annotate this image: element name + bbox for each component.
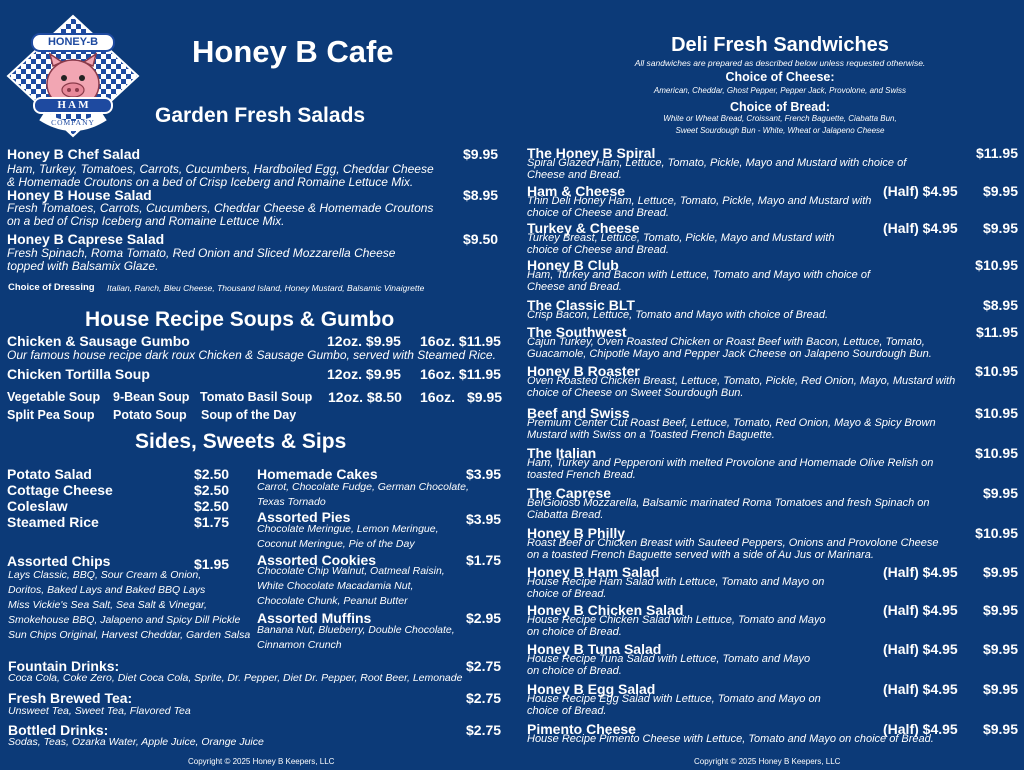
cakes-desc-line: Texas Tornado [257, 496, 326, 508]
chips-desc-line: Miss Vickie's Sea Salt, Sea Salt & Vinegar, [8, 599, 207, 611]
bread-list: Sweet Sourdough Bun - White, Wheat or Jalapeno Cheese [675, 126, 885, 135]
sandwich-desc: Crisp Bacon, Lettuce, Tomato and Mayo with choice of Bread. [527, 309, 829, 321]
sandwich-desc: Ciabatta Bread. [527, 509, 604, 521]
soup-price-16oz-label: 16oz. [420, 389, 456, 405]
sandwich-price: $8.95 [982, 297, 1018, 313]
sandwich-name: Honey B Roaster [527, 363, 640, 379]
soup-name: 9-Bean Soup [113, 390, 190, 404]
drink-desc: Unsweet Tea, Sweet Tea, Flavored Tea [8, 705, 191, 717]
sandwich-desc: Cheese and Bread. [527, 281, 622, 293]
pies-desc [257, 522, 439, 552]
sandwich-desc: House Recipe Egg Salad with Lettuce, Tomato and Mayo on [527, 693, 821, 705]
soup-name: Tomato Basil Soup [200, 390, 313, 404]
sandwich-name: Ham & Cheese [527, 183, 626, 199]
sandwich-desc: Roast Beef or Chicken Breast with Sauteed Peppers, Onions and Provolone Cheese [527, 537, 939, 549]
drink-price: $2.75 [466, 722, 502, 738]
sandwich-price: $10.95 [975, 525, 1018, 541]
soup-desc: Our famous house recipe dark roux Chicken & Sausage Gumbo, served with Steamed Rice. [7, 348, 496, 362]
sandwich-price: $9.95 [982, 721, 1018, 737]
chips-desc [8, 568, 250, 643]
sandwich-half-price: (Half) $4.95 [883, 721, 958, 737]
dressing-options: Italian, Ranch, Bleu Cheese, Thousand Island, Honey Mustard, Balsamic Vinaigrette [107, 283, 425, 293]
soup-price-12oz: 12oz. $9.95 [327, 366, 401, 382]
sandwich-name: Turkey & Cheese [527, 220, 640, 236]
sandwich-price: $10.95 [975, 363, 1018, 379]
soup-name: Chicken & Sausage Gumbo [7, 333, 190, 349]
sandwich-desc: Mustard with Swiss on a Toasted French Baguette. [527, 429, 775, 441]
soup-price-16oz: 16oz. $11.95 [420, 333, 501, 349]
cookies-desc-line: Chocolate Chip Walnut, Oatmeal Raisin, [257, 565, 445, 577]
sandwich-desc: Premium Center Cut Roast Beef, Lettuce, Tomato, Red Onion, Mayo & Spicy Brown [527, 417, 936, 429]
sandwich-price: $9.95 [982, 641, 1018, 657]
sandwich-name: Pimento Cheese [527, 721, 636, 737]
sandwich-price: $9.95 [982, 602, 1018, 618]
sides-heading: Sides, Sweets & Sips [135, 430, 347, 453]
cookies-name: Assorted Cookies [257, 552, 377, 568]
pies-desc-line: Chocolate Meringue, Lemon Meringue, [257, 523, 439, 535]
deli-heading: Deli Fresh Sandwiches [671, 34, 889, 56]
side-name: Cottage Cheese [7, 482, 113, 498]
sandwich-desc: Oven Roasted Chicken Breast, Lettuce, Tomato, Pickle, Red Onion, Mayo, Mustard with [527, 375, 956, 387]
sandwich-desc: toasted French Bread. [527, 469, 636, 481]
sandwich-desc: on a toasted French Baguette served with a side of Au Jus or Marinara. [527, 549, 874, 561]
soup-price-12oz: 12oz. $8.50 [328, 389, 402, 405]
side-price: $2.50 [194, 482, 230, 498]
sandwich-price: $11.95 [975, 324, 1018, 340]
sandwich-half-price: (Half) $4.95 [883, 602, 958, 618]
sandwich-desc: on choice of Bread. [527, 626, 622, 638]
salad-name: Honey B Caprese Salad [7, 231, 165, 247]
drink-desc: Coca Cola, Coke Zero, Diet Coca Cola, Sprite, Dr. Pepper, Diet Dr. Pepper, Root Beer, Lemonade [8, 672, 463, 684]
soup-price-12oz: 12oz. $9.95 [327, 333, 401, 349]
sandwich-desc: Thin Deli Honey Ham, Lettuce, Tomato, Pickle, Mayo and Mustard with [527, 195, 872, 207]
salad-desc: & Homemade Croutons on a bed of Crisp Iceberg and Romaine Lettuce Mix. [7, 175, 414, 189]
drink-desc: Sodas, Teas, Ozarka Water, Apple Juice, Orange Juice [8, 736, 264, 748]
sandwich-desc: House Recipe Pimento Cheese with Lettuce, Tomato and Mayo on choice of Bread. [527, 733, 934, 745]
sandwich-price: $10.95 [975, 257, 1018, 273]
salad-desc: Fresh Spinach, Roma Tomato, Red Onion and Sliced Mozzarella Cheese [7, 246, 396, 260]
cakes-desc-line: Carrot, Chocolate Fudge, German Chocolate, [257, 481, 469, 493]
chips-desc-line: Doritos, Baked Lays and Baked BBQ Lays [8, 584, 206, 596]
sandwich-name: The Caprese [527, 485, 612, 501]
pies-price: $3.95 [466, 511, 502, 527]
cakes-name: Homemade Cakes [257, 466, 378, 482]
cheese-list: American, Cheddar, Ghost Pepper, Pepper Jack, Provolone, and Swiss [653, 86, 907, 95]
soup-price-16oz: 16oz. $11.95 [420, 366, 501, 382]
chips-price: $1.95 [194, 556, 230, 572]
sandwich-name: Honey B Chicken Salad [527, 602, 684, 618]
salad-price: $9.50 [463, 231, 499, 247]
sandwich-name: The Southwest [527, 324, 627, 340]
sandwich-price: $9.95 [982, 220, 1018, 236]
sandwich-price: $9.95 [982, 681, 1018, 697]
logo-top-text: HONEY-B [47, 36, 99, 48]
muffins-price: $2.95 [466, 610, 502, 626]
sandwich-desc: House Recipe Chicken Salad with Lettuce, Tomato and Mayo [527, 614, 826, 626]
cakes-desc [257, 480, 469, 510]
chips-desc-line: Sun Chips Original, Harvest Cheddar, Garden Salsa [8, 629, 251, 641]
sandwich-desc: choice of Cheese and Bread. [527, 207, 669, 219]
bread-list: White or Wheat Bread, Croissant, French Baguette, Ciabatta Bun, [663, 114, 897, 123]
salads-heading: Garden Fresh Salads [155, 104, 366, 127]
logo-bottom-text: COMPANY [51, 118, 95, 127]
chips-name: Assorted Chips [7, 553, 111, 569]
sandwich-desc: BelGioioso Mozzarella, Balsamic marinated Roma Tomatoes and fresh Spinach on [527, 497, 930, 509]
sandwich-desc: Ham, Turkey and Bacon with Lettuce, Tomato and Mayo with choice of [527, 269, 871, 281]
bread-heading: Choice of Bread: [729, 100, 830, 114]
side-name: Potato Salad [7, 466, 92, 482]
copyright-right: Copyright © 2025 Honey B Keepers, LLC [694, 757, 841, 766]
cookies-price: $1.75 [466, 552, 502, 568]
soup-name: Soup of the Day [201, 408, 297, 422]
side-price: $2.50 [194, 466, 230, 482]
salad-price: $9.95 [463, 146, 499, 162]
salad-desc: on a bed of Crisp Iceberg and Romaine Lettuce Mix. [7, 214, 285, 228]
salad-desc: Fresh Tomatoes, Carrots, Cucumbers, Cheddar Cheese & Homemade Croutons [7, 201, 434, 215]
sandwich-desc: choice of Cheese and Bread. [527, 244, 669, 256]
cheese-heading: Choice of Cheese: [725, 70, 835, 84]
sandwich-desc: on choice of Bread. [527, 665, 622, 677]
company-logo [6, 14, 140, 138]
drink-price: $2.75 [466, 690, 502, 706]
sandwich-price: $10.95 [975, 405, 1018, 421]
soups-heading: House Recipe Soups & Gumbo [85, 308, 395, 331]
sandwich-price: $9.95 [982, 485, 1018, 501]
logo-mid-text: H A M [57, 99, 89, 111]
sandwich-name: The Honey B Spiral [527, 145, 656, 161]
cookies-desc-line: Chocolate Chunk, Peanut Butter [257, 595, 408, 607]
sandwich-half-price: (Half) $4.95 [883, 183, 958, 199]
salad-name: Honey B House Salad [7, 187, 152, 203]
sandwich-name: Honey B Philly [527, 525, 626, 541]
side-price: $1.75 [194, 514, 230, 530]
sandwich-desc: House Recipe Tuna Salad with Lettuce, Tomato and Mayo [527, 653, 811, 665]
sandwich-half-price: (Half) $4.95 [883, 220, 958, 236]
side-name: Steamed Rice [7, 514, 99, 530]
side-price: $2.50 [194, 498, 230, 514]
sandwich-price: $11.95 [975, 145, 1018, 161]
sandwich-half-price: (Half) $4.95 [883, 641, 958, 657]
sandwich-desc: Spiral Glazed Ham, Lettuce, Tomato, Pickle, Mayo and Mustard with choice of [527, 157, 907, 169]
sandwich-desc: choice of Bread. [527, 705, 607, 717]
soup-name: Potato Soup [113, 408, 187, 422]
sandwich-desc: Turkey Breast, Lettuce, Tomato, Pickle, Mayo and Mustard with [527, 232, 835, 244]
cookies-desc [257, 564, 445, 609]
sandwich-name: Honey B Egg Salad [527, 681, 656, 697]
muffins-desc-line: Banana Nut, Blueberry, Double Chocolate, [257, 624, 455, 636]
deli-subtitle: All sandwiches are prepared as described below unless requested otherwise. [634, 58, 926, 68]
cookies-desc-line: White Chocolate Macadamia Nut, [257, 580, 414, 592]
salad-desc: Ham, Turkey, Tomatoes, Carrots, Cucumbers, Hardboiled Egg, Cheddar Cheese [7, 162, 434, 176]
copyright-left: Copyright © 2025 Honey B Keepers, LLC [188, 757, 335, 766]
sandwich-name: The Classic BLT [527, 297, 635, 313]
cakes-price: $3.95 [466, 466, 502, 482]
soup-name: Split Pea Soup [7, 408, 95, 422]
pies-name: Assorted Pies [257, 509, 351, 525]
sandwich-name: The Italian [527, 445, 597, 461]
sandwich-desc: choice of Cheese on Sweet Sourdough Bun. [527, 387, 744, 399]
sandwich-desc: Cajun Turkey, Oven Roasted Chicken or Roast Beef with Bacon, Lettuce, Tomato, [527, 336, 925, 348]
sandwich-half-price: (Half) $4.95 [883, 681, 958, 697]
sandwich-name: Honey B Ham Salad [527, 564, 660, 580]
sandwich-price: $9.95 [982, 183, 1018, 199]
soup-name: Chicken Tortilla Soup [7, 366, 150, 382]
muffins-name: Assorted Muffins [257, 610, 372, 626]
side-name: Coleslaw [7, 498, 68, 514]
sandwich-half-price: (Half) $4.95 [883, 564, 958, 580]
sandwich-name: Honey B Tuna Salad [527, 641, 662, 657]
page-title: Honey B Cafe [192, 34, 394, 69]
sandwich-price: $9.95 [982, 564, 1018, 580]
drink-name: Bottled Drinks: [8, 722, 109, 738]
sandwich-desc: choice of Bread. [527, 588, 607, 600]
sandwich-name: Honey B Club [527, 257, 619, 273]
salad-name: Honey B Chef Salad [7, 146, 141, 162]
drink-name: Fresh Brewed Tea: [8, 690, 133, 706]
sandwich-desc: Cheese and Bread. [527, 169, 622, 181]
soup-price-16oz: $9.95 [467, 389, 503, 405]
sandwich-desc: House Recipe Ham Salad with Lettuce, Tomato and Mayo on [527, 576, 825, 588]
salad-price: $8.95 [463, 187, 499, 203]
chips-desc-line: Lays Classic, BBQ, Sour Cream & Onion, [8, 569, 202, 581]
sandwich-desc: Guacamole, Chipotle Mayo and Pepper Jack Cheese on Jalapeno Sourdough Bun. [527, 348, 932, 360]
dressing-label: Choice of Dressing [8, 282, 95, 293]
muffins-desc-line: Cinnamon Crunch [257, 639, 342, 651]
sandwich-price: $10.95 [975, 445, 1018, 461]
soup-name: Vegetable Soup [7, 390, 101, 404]
drink-price: $2.75 [466, 658, 502, 674]
drink-name: Fountain Drinks: [8, 658, 120, 674]
pies-desc-line: Coconut Meringue, Pie of the Day [257, 538, 415, 550]
chips-desc-line: Smokehouse BBQ, Jalapeno and Spicy Dill Pickle [8, 614, 241, 626]
salad-desc: topped with Balsamix Glaze. [7, 259, 159, 273]
sandwich-desc: Ham, Turkey and Pepperoni with melted Provolone and Homemade Olive Relish on [527, 457, 934, 469]
muffins-desc [257, 623, 455, 653]
sandwich-name: Beef and Swiss [527, 405, 630, 421]
